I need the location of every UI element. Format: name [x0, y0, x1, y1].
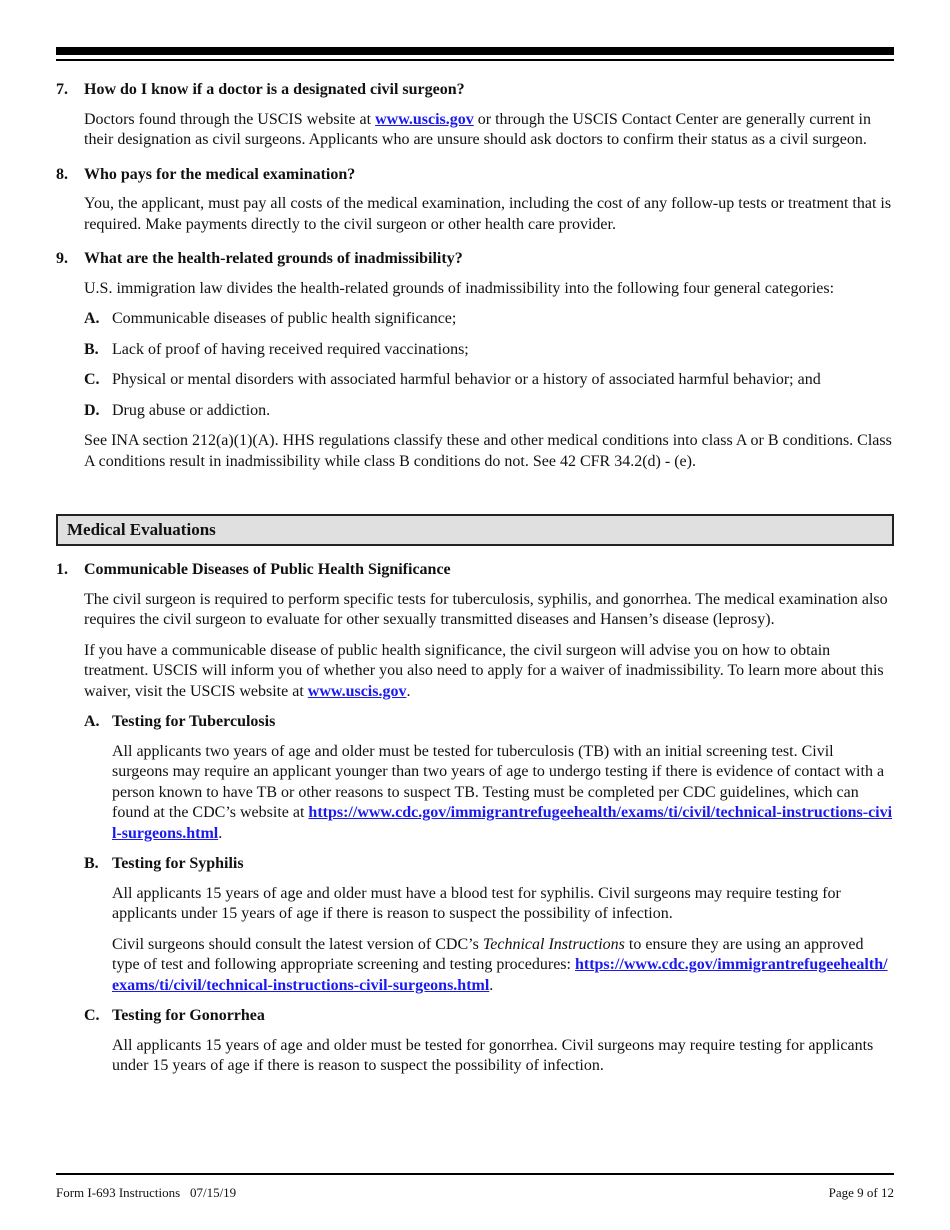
section-header: Medical Evaluations	[56, 514, 894, 546]
footer-rule	[56, 1173, 894, 1175]
subsection-gonorrhea	[84, 1006, 894, 1077]
section-item-1	[56, 560, 894, 1077]
subsection-letter: C.	[84, 1007, 100, 1024]
body-text: Doctors found through the USCIS website at	[84, 110, 376, 128]
item-title: Communicable Diseases of Public Health Significance	[84, 561, 451, 578]
subsection-letter: B.	[84, 855, 99, 872]
question-intro: U.S. immigration law divides the health-related grounds of inadmissibility into the following four general categories:	[84, 279, 835, 297]
paragraph	[112, 935, 894, 997]
paragraph: All applicants 15 years of age and older must have a blood test for syphilis. Civil surgeons may require testing for applicants under 15 years of age if there is reason to suspect the possibility of infection.	[112, 884, 841, 922]
subsection-heading	[84, 854, 894, 875]
paragraph	[84, 641, 894, 703]
paragraph	[112, 742, 894, 845]
body-text: or through the USCIS Contact Center are generally current in their designation as civil surgeons. Applicants who are unsure should ask doctors to confirm their status as a civil surgeon.	[84, 110, 871, 148]
list-item	[84, 401, 894, 422]
item-text: Drug abuse or addiction.	[112, 401, 271, 419]
question-heading	[56, 80, 894, 101]
question-number: 9.	[56, 250, 68, 267]
subsection-tuberculosis	[84, 712, 894, 844]
subsection-heading	[84, 1006, 894, 1027]
item-letter: D.	[84, 401, 100, 419]
body-text: All applicants two years of age and older must be tested for tuberculosis (TB) with an initial screening test. Civil surgeons may require an applicant younger than two years of age to undergo testing if there is evidence of contact with a person known to have TB or other reasons to suspect TB. Testing must be completed per CDC guidelines, which can found at the CDC’s website at	[112, 742, 885, 821]
uscis-link[interactable]: www.uscis.gov	[375, 110, 474, 128]
footer-form-info: Form I-693 Instructions 07/15/19	[56, 1185, 237, 1200]
subsection-title: Testing for Tuberculosis	[112, 713, 276, 730]
cdc-link[interactable]: https://www.cdc.gov/immigrantrefugeehealth/exams/ti/civil/technical-instructions-civil-surgeons.html	[112, 956, 888, 994]
question-title: What are the health-related grounds of inadmissibility?	[84, 250, 463, 267]
italic-title: Technical Instructions	[482, 935, 625, 953]
question-heading	[56, 249, 894, 270]
body-text: .	[218, 824, 223, 842]
subsection-syphilis	[84, 854, 894, 996]
item-text: Communicable diseases of public health significance;	[112, 310, 457, 327]
question-number: 8.	[56, 165, 68, 183]
item-number: 1.	[56, 561, 68, 578]
question-number: 7.	[56, 81, 68, 98]
body-text: .	[406, 682, 411, 700]
question-body	[84, 110, 894, 151]
subsection-title: Testing for Syphilis	[112, 855, 244, 872]
body-text: If you have a communicable disease of public health significance, the civil surgeon will advise you on how to obtain treatment. USCIS will inform you of whether you also need to apply for a waiver of inadmissibility. To learn more about this waiver, visit the USCIS website at	[84, 641, 884, 700]
list-item	[84, 309, 894, 330]
cdc-link[interactable]: https://www.cdc.gov/immigrantrefugeehealth/exams/ti/civil/technical-instructions-civil-surgeons.html	[112, 804, 893, 842]
question-heading	[56, 165, 894, 186]
item-letter: A.	[84, 310, 100, 327]
item-letter: C.	[84, 371, 100, 388]
question-7	[56, 80, 894, 151]
body-text: Civil surgeons should consult the latest version of CDC’s	[112, 935, 483, 953]
content	[56, 80, 894, 1087]
question-title: Who pays for the medical examination?	[84, 165, 356, 183]
header-thick-rule	[56, 47, 894, 55]
item-letter: B.	[84, 340, 99, 358]
body-text: .	[489, 976, 494, 994]
item-text: Physical or mental disorders with associated harmful behavior or a history of associated harmful behavior; and	[112, 371, 821, 388]
question-8	[56, 165, 894, 236]
subsection-heading	[84, 712, 894, 733]
item-heading	[56, 560, 894, 581]
list-item	[84, 340, 894, 361]
question-outro: See INA section 212(a)(1)(A). HHS regulations classify these and other medical conditions into class A or B conditions. Class A conditions result in inadmissibility while class B conditions do not. See 42 CFR 34.2(d) - (e).	[84, 432, 892, 470]
uscis-link[interactable]: www.uscis.gov	[307, 682, 407, 700]
subsection-letter: A.	[84, 713, 100, 730]
question-9	[56, 249, 894, 472]
list-item	[84, 370, 894, 391]
paragraph: The civil surgeon is required to perform specific tests for tuberculosis, syphilis, and gonorrhea. The medical examination also requires the civil surgeon to evaluate for other sexually transmitted diseases and Hansen’s disease (leprosy).	[84, 590, 888, 628]
header-thin-rule	[56, 59, 894, 61]
item-text: Lack of proof of having received required vaccinations;	[112, 340, 469, 358]
subsection-title: Testing for Gonorrhea	[112, 1007, 265, 1024]
paragraph: All applicants 15 years of age and older must be tested for gonorrhea. Civil surgeons may require testing for applicants under 15 years of age if there is reason to suspect the possibility of infection.	[112, 1036, 874, 1074]
body-text: to ensure they are using an approved type of test and following appropriate screening and testing procedures:	[112, 935, 864, 973]
footer-page-number: Page 9 of 12	[828, 1185, 894, 1200]
question-title: How do I know if a doctor is a designated civil surgeon?	[84, 81, 465, 98]
question-body: You, the applicant, must pay all costs of the medical examination, including the cost of any follow-up tests or treatment that is required. Make payments directly to the civil surgeon or other health care provider.	[84, 195, 892, 233]
